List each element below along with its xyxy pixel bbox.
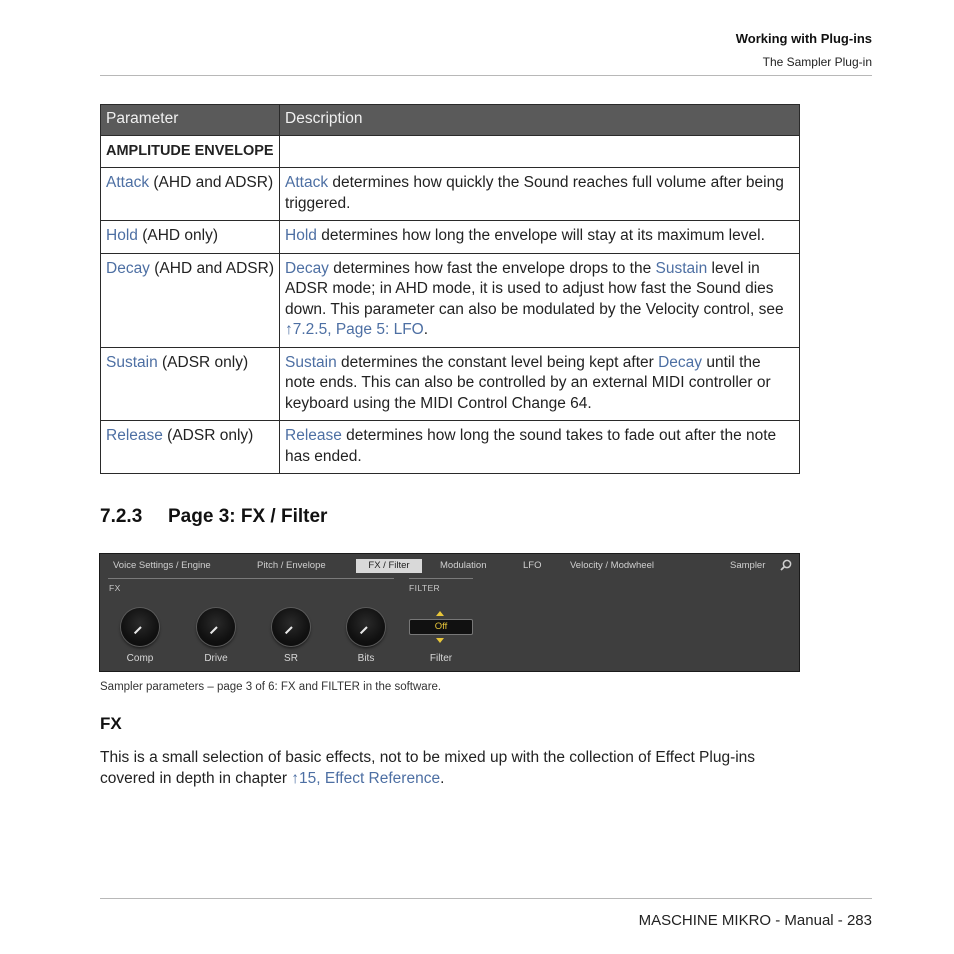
comp-knob-label: Comp [126,653,154,664]
section-number: 7.2.3 [100,506,143,527]
text-run: determines how quickly the Sound reaches full volume after being triggered. [285,174,784,212]
table-header-row [101,105,800,136]
tab-voice-settings-engine[interactable]: Voice Settings / Engine [113,560,211,571]
fx-group-label: FX [109,583,121,593]
text-run: . [423,321,429,338]
parameter-scope: (AHD and ADSR) [149,174,274,191]
table-header-parameter: Parameter [101,105,280,136]
parameter-table [100,104,800,474]
parameter-scope: (ADSR only) [157,353,249,371]
description-cell [280,168,800,221]
bits-knob[interactable] [347,608,385,646]
text-run: level in ADSR mode; in AHD mode, it is used to adjust how fast the Sound dies down. This parameter can also be modulated by the Velocity control, see [285,259,784,318]
description-cell [280,221,800,254]
header-section-title: Working with Plug-ins [735,31,872,46]
sampler-panel-screenshot [99,553,800,672]
table-row [101,221,800,254]
fx-heading: FX [100,714,122,733]
filter-selector[interactable]: Off [409,619,473,635]
text-run: determines how long the envelope will stay at its maximum level. [316,227,765,244]
filter-selector-label: Filter [429,653,453,664]
description-cell [280,253,800,347]
parameter-scope: (ADSR only) [162,427,254,444]
tab-pitch-envelope[interactable]: Pitch / Envelope [257,560,326,571]
sampler-tab-bar [100,554,799,578]
parameter-scope: (AHD only) [137,227,218,244]
filter-group-divider [409,578,473,579]
text-run: until the note ends. This can also be controlled by an external MIDI controller or keyboard using the MIDI Control Change 64. [285,353,771,412]
comp-knob[interactable] [121,608,159,646]
parameter-cell [101,421,280,474]
parameter-link[interactable]: Attack [106,174,150,191]
cross-reference-link[interactable]: Sustain [655,259,708,277]
parameter-link[interactable]: Decay [106,259,150,277]
table-row [101,168,800,221]
cross-reference-link[interactable]: Decay [285,259,329,277]
bits-knob-label: Bits [357,653,375,664]
footer-divider [100,898,872,899]
table-row [101,253,800,347]
parameter-link[interactable]: Release [106,427,163,444]
plugin-name-label: Sampler [730,560,766,571]
parameter-cell [101,221,280,254]
parameter-scope: (AHD and ADSR) [149,259,274,277]
filter-up-arrow-icon[interactable] [436,611,444,616]
sr-knob-label: SR [284,653,298,664]
cross-reference-link[interactable]: Sustain [285,353,337,371]
cross-reference-link[interactable]: Release [285,427,342,444]
fx-paragraph [100,747,802,789]
tab-lfo[interactable]: LFO [523,560,542,571]
text-run: determines the constant level being kept after [336,353,659,371]
footer-page-info: MASCHINE MIKRO - Manual - 283 [638,912,872,929]
group-empty-cell [280,135,800,168]
section-title-text: Page 3: FX / Filter [168,506,328,527]
description-cell [280,347,800,421]
tab-velocity-modwheel[interactable]: Velocity / Modwheel [570,560,654,571]
filter-down-arrow-icon[interactable] [436,638,444,643]
fx-group-divider [108,578,394,579]
cross-reference-link[interactable]: Hold [285,227,317,244]
sr-knob[interactable] [272,608,310,646]
text-run: This is a small selection of basic effects, not to be mixed up with the collection of Effect Plug-ins covered in depth in chapter [100,749,756,787]
figure-caption: Sampler parameters – page 3 of 6: FX and FILTER in the software. [100,681,442,693]
group-label: AMPLITUDE ENVELOPE [101,135,280,168]
section-heading [100,506,327,528]
parameter-link[interactable]: Hold [106,227,138,244]
text-run: determines how long the sound takes to fade out after the note has ended. [285,427,777,465]
table-header-description: Description [280,105,800,136]
parameter-link[interactable]: Sustain [106,353,158,371]
description-cell [280,421,800,474]
search-icon[interactable] [780,559,792,571]
text-run: determines how fast the envelope drops to the [328,259,656,277]
cross-reference-link[interactable]: ↑7.2.5, Page 5: LFO [285,321,424,338]
text-run: . [440,770,445,787]
table-row [101,347,800,421]
cross-reference-link[interactable]: Decay [658,353,703,371]
table-group-row [101,135,800,168]
tab-fx-filter[interactable]: FX / Filter [356,559,422,573]
cross-reference-link[interactable]: ↑15, Effect Reference [291,770,441,787]
header-subsection-title: The Sampler Plug-in [762,55,872,69]
parameter-cell [101,253,280,347]
filter-group-label: FILTER [409,583,441,593]
table-row [101,421,800,474]
parameter-cell [101,347,280,421]
drive-knob[interactable] [197,608,235,646]
drive-knob-label: Drive [204,653,228,664]
header-divider [100,75,872,76]
cross-reference-link[interactable]: Attack [285,174,329,191]
parameter-cell [101,168,280,221]
tab-modulation[interactable]: Modulation [440,560,487,571]
